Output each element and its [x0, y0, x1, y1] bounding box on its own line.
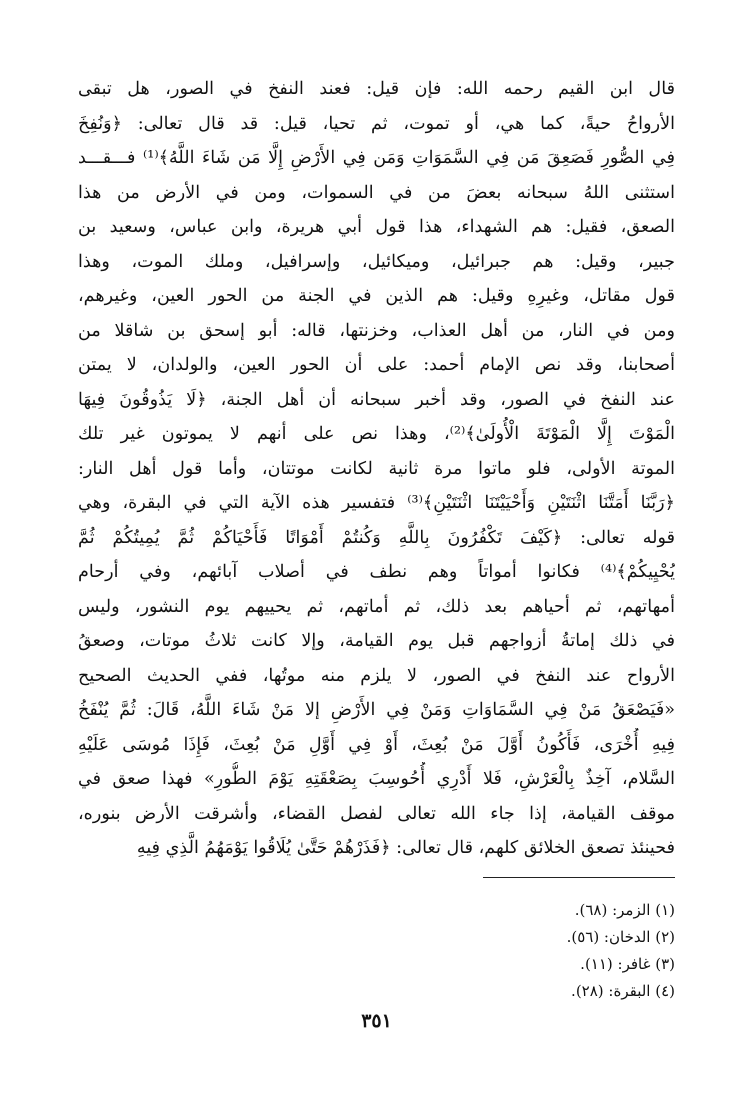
- text-line: السَّلام، آخِذٌ بِالْعَرْشِ، فَلا أَدْرِي أُحُوسِبَ بِصَعْقَتِهِ يَوْمَ الطُّورِ» فهذا صعق في: [78, 769, 675, 789]
- footnote-item: (٤) البقرة: (٢٨).: [571, 982, 675, 1000]
- footnote-item: (٣) غافر: (١١).: [580, 955, 675, 973]
- text-line: يُحْيِيكُمْ﴾⁽⁴⁾ فكانوا أمواتاً وهم نطف في أصلاب آبائهم، وفي أرحام: [78, 562, 675, 582]
- text-line: موقف القيامة، إذا جاء الله تعالى لفصل القضاء، وأشرقت الأرض بنوره،: [78, 803, 675, 824]
- text-line: الأرواحُ حيةً، كما هي، أو تموت، ثم تحيا، قيل: قد قال تعالى: ﴿وَنُفِخَ: [78, 113, 675, 134]
- text-line: جبير، وقيل: هم جبرائيل، وميكائيل، وإسرافيل، وملك الموت، وهذا: [78, 251, 675, 272]
- text-line: ومن في النار، من أهل العذاب، وخزنتها، قاله: أبو إسحق بن شاقلا من: [78, 320, 675, 341]
- text-line: الْمَوْتَ إِلَّا الْمَوْتَةَ الْأُولَىٰ﴾⁽²⁾، وهذا نص على أنهم لا يموتون غير تلك: [78, 424, 675, 444]
- text-line: فحينئذ تصعق الخلائق كلهم، قال تعالى: ﴿فَذَرْهُمْ حَتَّىٰ يُلَاقُوا يَوْمَهُمُ الَّذِي فِيهِ: [136, 838, 675, 858]
- footnote-item: (١) الزمر: (٦٨).: [574, 901, 675, 919]
- text-line: في ذلك إماتةُ أزواجهم قبل يوم القيامة، وإلا كانت ثلاثُ موتات، وصعقُ: [78, 631, 675, 651]
- text-line: «فَيَصْعَقُ مَنْ فِي السَّمَاوَاتِ وَمَنْ فِي الأَرْضِ إلا مَنْ شَاءَ اللَّهُ، قَالَ: ثُمَّ يُنْفَخُ: [78, 700, 675, 720]
- text-line: فِي الصُّورِ فَصَعِقَ مَن فِي السَّمَوَاتِ وَمَن فِي الأَرْضِ إِلَّا مَن شَاءَ اللَّهُ﴾⁽¹⁾ فـــقـــد: [78, 148, 675, 168]
- text-line: قوله تعالى: ﴿كَيْفَ تَكْفُرُونَ بِاللَّهِ وَكُنتُمْ أَمْوَاتًا فَأَحْيَاكُمْ ثُمَّ يُمِيتُكُمْ ثُمَّ: [78, 527, 675, 548]
- footnote-divider: [483, 877, 675, 878]
- text-line: الأرواح عند النفخ في الصور، لا يلزم منه موتُها، ففي الحديث الصحيح: [78, 665, 675, 686]
- text-line: ﴿رَبَّنَا أَمَتَّنَا اثْنَتَيْنِ وَأَحْيَيْتَنَا اثْنَتَيْنِ﴾⁽³⁾ فتفسير هذه الآية التي في البقرة، وهي: [78, 493, 675, 513]
- text-line: فِيهِ أُخْرَى، فَأَكُونُ أَوَّلَ مَنْ بُعِثَ، أَوْ فِي أَوَّلِ مَنْ بُعِثَ، فَإِذَا مُوسَى عَلَيْهِ: [78, 734, 675, 755]
- text-line: قال ابن القيم رحمه الله: فإن قيل: فعند النفخ في الصور، هل تبقى: [78, 79, 675, 99]
- text-line: استثنى اللهُ سبحانه بعضَ من في السموات، ومن في الأرض من هذا: [78, 182, 675, 203]
- main-text-block: [78, 72, 675, 866]
- text-line: أمهاتهم، ثم أحياهم بعد ذلك، ثم أماتهم، ثم يحييهم يوم النشور، وليس: [78, 596, 675, 617]
- text-line: قول مقاتل، وغيرِهِ وقيل: هم الذين في الجنة من الحور العين، وغيرهم،: [78, 286, 675, 306]
- text-line: الموتة الأولى، فلو ماتوا مرة ثانية لكانت موتتان، وأما قول أهل النار:: [78, 458, 675, 479]
- text-line: عند النفخ في الصور، وقد أخبر سبحانه أن أهل الجنة، ﴿لَا يَذُوقُونَ فِيهَا: [78, 389, 675, 410]
- text-line: الصعق، فقيل: هم الشهداء، هذا قول أبي هريرة، وابن عباس، وسعيد بن: [78, 217, 675, 237]
- page-number: ٣٥١: [361, 1010, 392, 1032]
- text-line: أصحابنا، وقد نص الإمام أحمد: على أن الحور العين، والولدان، لا يمتن: [78, 355, 675, 375]
- footnote-item: (٢) الدخان: (٥٦).: [566, 928, 675, 946]
- footnotes-list: [78, 897, 675, 1005]
